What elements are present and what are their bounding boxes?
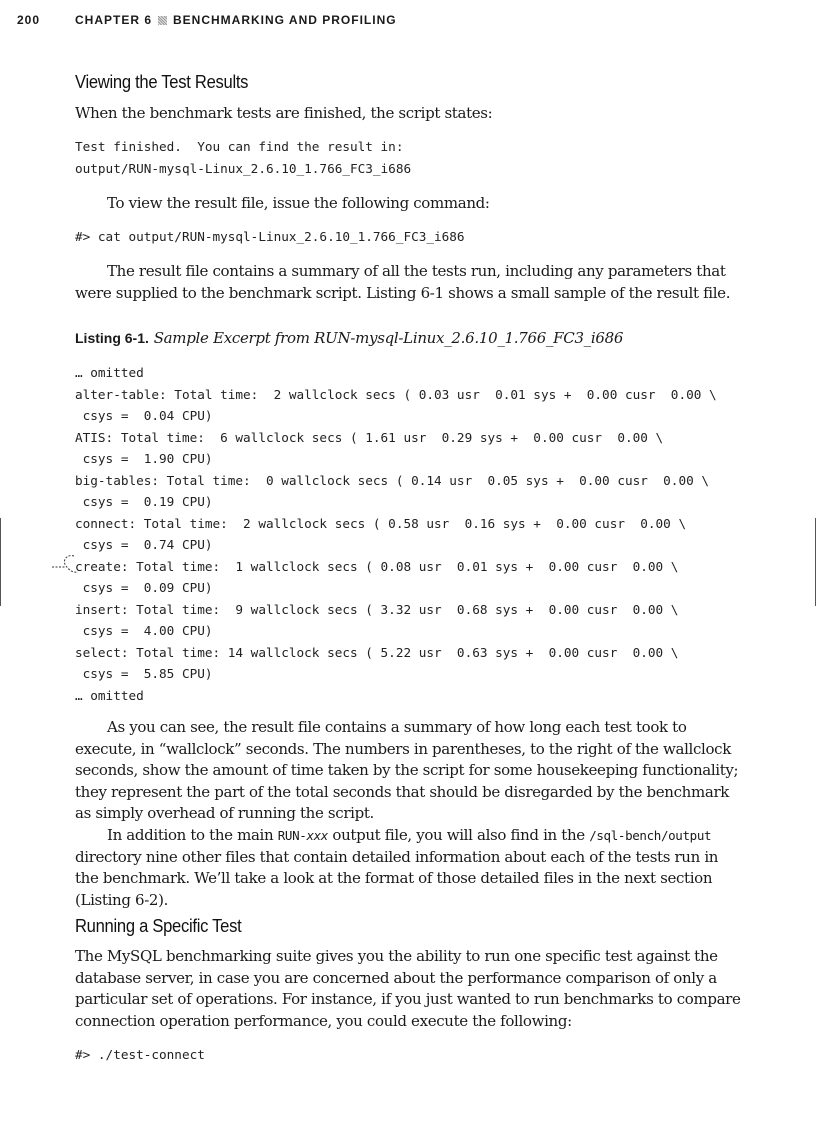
chapter-label bbox=[75, 13, 397, 27]
section-heading-running-test: Running a Specific Test bbox=[75, 916, 242, 936]
listing-line: ATIS: Total time: 6 wallclock secs ( 1.61 usr 0.29 sys + 0.00 cusr 0.00 \ bbox=[75, 429, 664, 445]
listing-line: csys = 0.19 CPU) bbox=[75, 494, 213, 509]
paragraph-additional-files bbox=[75, 825, 743, 911]
listing-line: csys = 0.04 CPU) bbox=[75, 408, 213, 423]
running-header bbox=[17, 13, 797, 31]
page-edge-mark-left bbox=[0, 518, 1, 606]
paragraph-view-command: To view the result file, issue the following command: bbox=[107, 194, 490, 212]
code-cat-command: #> cat output/RUN-mysql-Linux_2.6.10_1.766_FC3_i686 bbox=[75, 229, 465, 244]
inline-code-run-placeholder: xxx bbox=[306, 828, 328, 843]
listing-line: insert: Total time: 9 wallclock secs ( 3.32 usr 0.68 sys + 0.00 cusr 0.00 \ bbox=[75, 601, 679, 617]
chapter-number: CHAPTER 6 bbox=[75, 13, 153, 27]
inline-code-run bbox=[278, 828, 328, 843]
listing-line: create: Total time: 1 wallclock secs ( 0.08 usr 0.01 sys + 0.00 cusr 0.00 \ bbox=[75, 558, 679, 574]
listing-caption bbox=[75, 329, 623, 347]
listing-code-block bbox=[75, 362, 717, 706]
listing-line: csys = 5.85 CPU) bbox=[75, 666, 213, 681]
listing-line: csys = 0.09 CPU) bbox=[75, 580, 213, 595]
paragraph-intro: When the benchmark tests are finished, the script states: bbox=[75, 104, 493, 122]
chapter-title: BENCHMARKING AND PROFILING bbox=[173, 13, 397, 27]
listing-line: csys = 0.74 CPU) bbox=[75, 537, 213, 552]
listing-line: csys = 1.90 CPU) bbox=[75, 451, 213, 466]
listing-line: select: Total time: 14 wallclock secs ( 5.22 usr 0.63 sys + 0.00 cusr 0.00 \ bbox=[75, 644, 679, 660]
listing-line: alter-table: Total time: 2 wallclock secs ( 0.03 usr 0.01 sys + 0.00 cusr 0.00 \ bbox=[75, 386, 717, 402]
paragraph-specific-test: The MySQL benchmarking suite gives you the ability to run one specific test against the database server, in case you are concerned about the performance comparison of only a particular set of operations. For instance, if you just wanted to run benchmarks to compare connection operation performance, you could execute the following: bbox=[75, 947, 741, 1030]
inline-code-run-prefix: RUN- bbox=[277, 828, 307, 843]
listing-title: Sample Excerpt from RUN-mysql-Linux_2.6.10_1.766_FC3_i686 bbox=[153, 329, 624, 347]
listing-line: connect: Total time: 2 wallclock secs ( 0.58 usr 0.16 sys + 0.00 cusr 0.00 \ bbox=[75, 515, 687, 531]
page-number: 200 bbox=[17, 13, 41, 27]
paragraph-explain-wallclock: As you can see, the result file contains a summary of how long each test took to execute, in “wallclock” seconds. The numbers in parentheses, to the right of the wallclock seconds, show the amount of time taken by the script for some housekeeping functionality; they represent the part of the total seconds that should be disregarded by the benchmark as simply overhead of running the script. bbox=[75, 718, 739, 822]
code-test-connect: #> ./test-connect bbox=[75, 1047, 205, 1062]
text-span: In addition to the main bbox=[107, 826, 278, 844]
listing-line: big-tables: Total time: 0 wallclock secs ( 0.14 usr 0.05 sys + 0.00 cusr 0.00 \ bbox=[75, 472, 709, 488]
text-span: directory nine other files that contain detailed information about each of the tests run in the benchmark. We’ll take a look at the format of those detailed files in the next section (Listing 6-2). bbox=[75, 847, 719, 909]
listing-line: … omitted bbox=[75, 365, 144, 380]
section-heading-viewing-results: Viewing the Test Results bbox=[75, 72, 249, 92]
paragraph-result-summary: The result file contains a summary of all the tests run, including any parameters that were supplied to the benchmark script. Listing 6-1 shows a small sample of the result file. bbox=[75, 262, 731, 302]
listing-line: csys = 4.00 CPU) bbox=[75, 623, 213, 638]
text-span: output file, you will also find in the bbox=[327, 826, 590, 844]
inline-code-output-path: /sql-bench/output bbox=[589, 828, 712, 843]
code-test-finished: Test finished. You can find the result in: output/RUN-mysql-Linux_2.6.10_1.766_FC3_i686 bbox=[75, 139, 412, 176]
listing-line: … omitted bbox=[75, 687, 144, 703]
separator-square-icon bbox=[158, 16, 167, 25]
listing-label: Listing 6-1. bbox=[75, 330, 149, 346]
